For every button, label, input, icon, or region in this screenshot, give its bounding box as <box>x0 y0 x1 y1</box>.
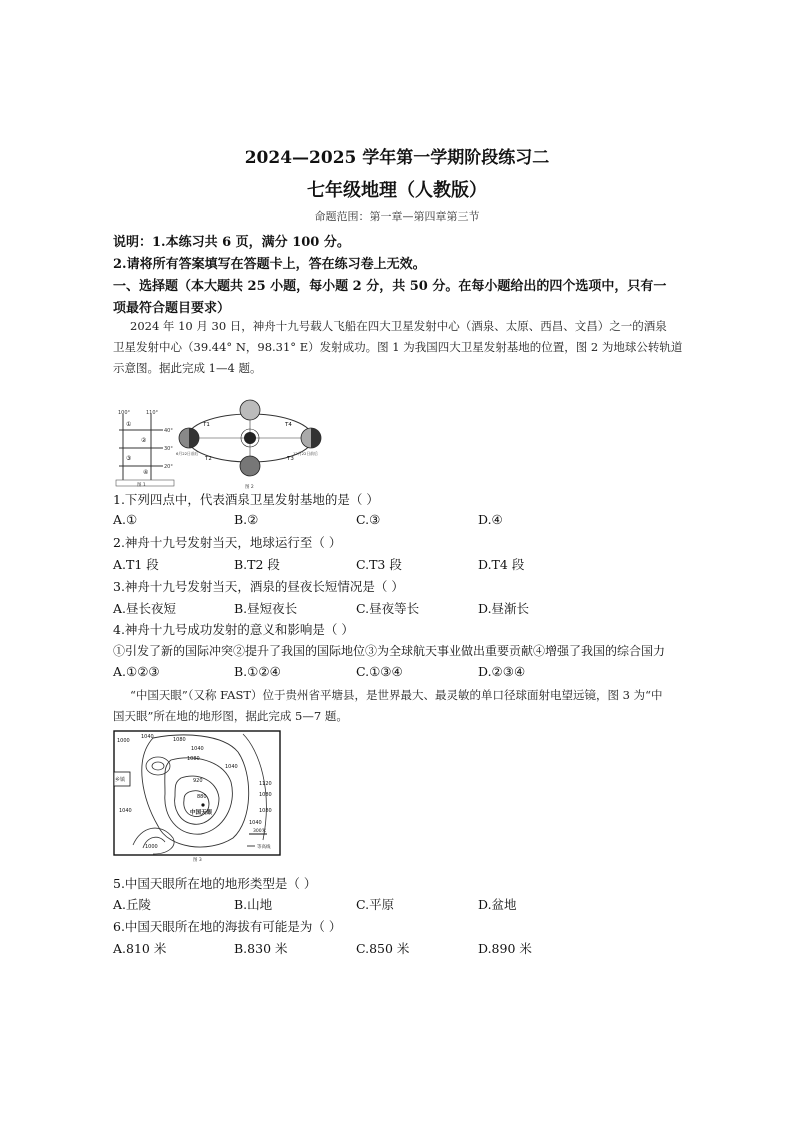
instruction-line-1: 说明：1.本练习共 6 页，满分 100 分。 <box>113 235 350 250</box>
question-4-option-d[interactable]: D.②③④ <box>478 664 526 679</box>
figure1-map <box>113 408 178 488</box>
fast-location-marker <box>201 803 204 806</box>
question-2-option-a[interactable]: A.T1 段 <box>113 557 159 572</box>
orbit-segment-label: T1 <box>203 422 210 428</box>
figure2-orbit <box>175 392 325 492</box>
fig1-caption: 图 1 <box>137 483 146 488</box>
orbit-segment-label: T4 <box>285 422 292 428</box>
question-5-option-d[interactable]: D.盆地 <box>478 897 517 912</box>
fig3-contour-label: 1080 <box>187 756 200 762</box>
fig1-lat-label: 30° <box>164 446 173 452</box>
fig1-point: ③ <box>126 455 132 462</box>
fig3-contour-label: 1000 <box>117 738 130 744</box>
question-3-option-d[interactable]: D.昼渐长 <box>478 601 530 616</box>
fig3-contour-label: 1080 <box>173 737 186 743</box>
question-2-option-b[interactable]: B.T2 段 <box>234 557 280 572</box>
passage1-line-3: 示意图。据此完成 1—4 题。 <box>113 361 262 375</box>
figure3-contour-map <box>113 730 281 862</box>
fig1-point: ④ <box>143 469 149 476</box>
question-6-stem: 6.中国天眼所在地的海拔有可能是为（ ） <box>113 919 342 934</box>
fig3-contour-label: 1120 <box>259 781 272 787</box>
exam-title: 2024—2025 学年第一学期阶段练习二 <box>244 148 550 168</box>
fig1-lat-label: 40° <box>164 428 173 434</box>
fig3-contour-label: 1040 <box>119 808 132 814</box>
question-5-option-b[interactable]: B.山地 <box>234 897 273 912</box>
question-3-option-b[interactable]: B.昼短夜长 <box>234 601 298 616</box>
question-1-option-d[interactable]: D.④ <box>478 512 503 527</box>
question-1-option-c[interactable]: C.③ <box>356 512 381 527</box>
orbit-segment-label: T3 <box>287 456 294 462</box>
section-heading-1: 一、选择题（本大题共 25 小题，每小题 2 分，共 50 分。在每小题给出的四个选项中，只有一 <box>113 279 667 294</box>
passage1-line-2: 卫星发射中心（39.44° N，98.31° E）发射成功。图 1 为我国四大卫星发射基地的位置，图 2 为地球公转轨道 <box>113 340 683 354</box>
question-2-option-c[interactable]: C.T3 段 <box>356 557 402 572</box>
sun-icon <box>244 432 256 444</box>
exam-scope: 命题范围：第一章—第四章第三节 <box>314 210 480 223</box>
question-5-option-a[interactable]: A.丘陵 <box>113 897 152 912</box>
orbit-date-label: 12月22日前后 <box>293 451 318 456</box>
fig2-caption: 图 2 <box>245 485 254 490</box>
fig3-caption: 图 3 <box>193 858 202 862</box>
passage2-line-1: “中国天眼”（又称 FAST）位于贵州省平塘县，是世界最大、最灵敏的单口径球面射电望远镜，图 3 为“中 <box>130 688 663 702</box>
fig3-place-label: 中国天眼 <box>190 810 213 816</box>
fig3-contour-label: 880 <box>197 794 207 800</box>
question-1-stem: 1.下列四点中，代表酒泉卫星发射基地的是（ ） <box>113 492 379 507</box>
fig3-contour-label: 1040 <box>225 764 238 770</box>
question-6-option-c[interactable]: C.850 米 <box>356 941 410 956</box>
fig3-scale-label: 300米 <box>253 829 267 834</box>
fig3-contour-label: 1040 <box>249 820 262 826</box>
passage1-line-1: 2024 年 10 月 30 日，神舟十九号载人飞船在四大卫星发射中心（酒泉、太原、西昌、文昌）之一的酒泉 <box>130 319 667 333</box>
question-6-option-a[interactable]: A.810 米 <box>113 941 167 956</box>
fig3-contour-label: 1040 <box>191 746 204 752</box>
question-5-option-c[interactable]: C.平原 <box>356 897 395 912</box>
passage2-line-2: 国天眼”所在地的地形图，据此完成 5—7 题。 <box>113 709 348 723</box>
fig3-legend-label: 等高线 <box>257 845 271 850</box>
question-4-option-b[interactable]: B.①②④ <box>234 664 281 679</box>
question-6-option-b[interactable]: B.830 米 <box>234 941 288 956</box>
question-4-detail: ①引发了新的国际冲突②提升了我国的国际地位③为全球航天事业做出重要贡献④增强了我国的综合国力 <box>113 644 666 658</box>
question-3-option-a[interactable]: A.昼长夜短 <box>113 601 177 616</box>
question-2-stem: 2.神舟十九号发射当天，地球运行至（ ） <box>113 535 342 550</box>
section-heading-2: 项最符合题目要求） <box>113 301 231 316</box>
question-4-option-c[interactable]: C.①③④ <box>356 664 403 679</box>
exam-subtitle: 七年级地理（人教版） <box>307 180 487 201</box>
question-6-option-d[interactable]: D.890 米 <box>478 941 532 956</box>
earth-icon <box>240 456 260 476</box>
question-3-stem: 3.神舟十九号发射当天，酒泉的昼夜长短情况是（ ） <box>113 579 404 594</box>
fig1-point: ① <box>126 421 132 428</box>
question-2-option-d[interactable]: D.T4 段 <box>478 557 525 572</box>
question-1-option-a[interactable]: A.① <box>113 512 138 527</box>
earth-icon <box>240 400 260 420</box>
fig3-contour-label: 1040 <box>141 734 154 740</box>
fig3-contour-label: 1080 <box>259 792 272 798</box>
question-5-stem: 5.中国天眼所在地的地形类型是（ ） <box>113 876 317 891</box>
question-3-option-c[interactable]: C.昼夜等长 <box>356 601 420 616</box>
fig1-lat-label: 20° <box>164 464 173 470</box>
orbit-segment-label: T2 <box>205 456 212 462</box>
fig3-contour-label: 920 <box>193 778 203 784</box>
question-4-stem: 4.神舟十九号成功发射的意义和影响是（ ） <box>113 622 354 637</box>
fig3-side-label: 乡镇 <box>115 777 126 783</box>
question-4-option-a[interactable]: A.①②③ <box>113 664 160 679</box>
fig1-point: ② <box>141 437 147 444</box>
question-1-option-b[interactable]: B.② <box>234 512 259 527</box>
instruction-line-2: 2.请将所有答案填写在答题卡上，答在练习卷上无效。 <box>113 257 426 272</box>
orbit-date-label: 6月22日前后 <box>176 451 199 456</box>
fig1-lon-label: 110° <box>146 410 159 416</box>
fig1-lon-label: 100° <box>118 410 131 416</box>
fig3-contour-label: 1080 <box>259 808 272 814</box>
fig3-contour-label: 1000 <box>145 844 158 850</box>
